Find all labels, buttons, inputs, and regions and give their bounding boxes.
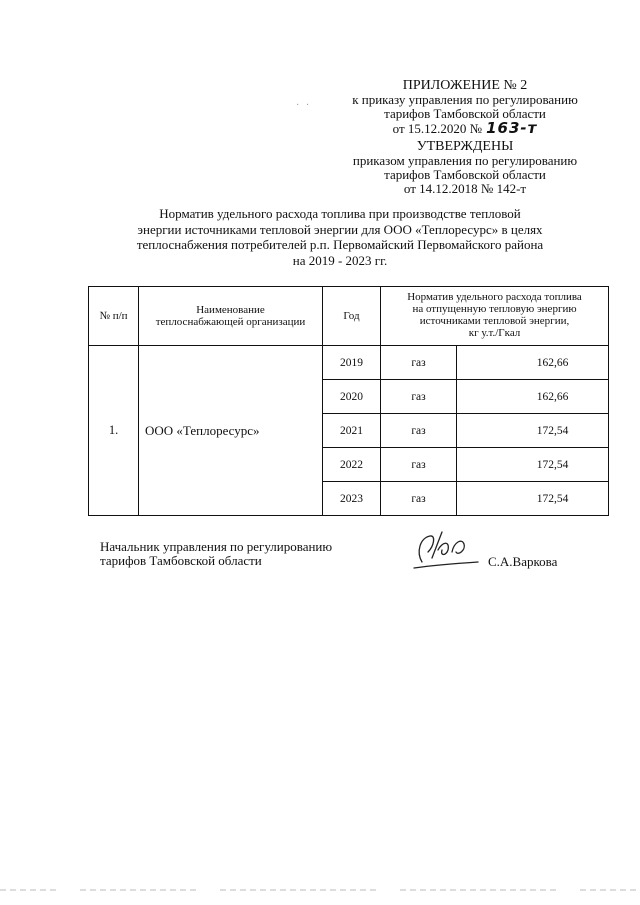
value-cell: 172,54 bbox=[457, 482, 609, 516]
header-organization bbox=[139, 287, 323, 346]
appendix-line-1: к приказу управления по регулированию bbox=[352, 92, 578, 107]
value-cell: 172,54 bbox=[457, 414, 609, 448]
norm-table bbox=[88, 286, 609, 516]
header-norm-line-4: кг у.т./Гкал bbox=[468, 327, 521, 339]
organization-name: ООО «Теплоресурс» bbox=[139, 346, 323, 516]
header-norm bbox=[381, 287, 609, 346]
fuel-cell: газ bbox=[381, 346, 457, 380]
year-cell: 2021 bbox=[323, 414, 381, 448]
fuel-cell: газ bbox=[381, 482, 457, 516]
appendix-block bbox=[330, 78, 600, 136]
scan-edge-artifact bbox=[0, 884, 640, 896]
approved-line-3: от 14.12.2018 № 142-т bbox=[403, 181, 527, 196]
year-cell: 2023 bbox=[323, 482, 381, 516]
fuel-cell: газ bbox=[381, 380, 457, 414]
header-norm-line-3: источниками тепловой энергии, bbox=[419, 315, 570, 327]
signatory-name: С.А.Варкова bbox=[488, 554, 558, 569]
year-cell: 2022 bbox=[323, 448, 381, 482]
header-org-line-2: теплоснабжающей организации bbox=[155, 316, 306, 328]
document-title bbox=[90, 206, 590, 268]
handwritten-order-number: 163-т bbox=[486, 119, 538, 137]
title-line-1: Норматив удельного расхода топлива при производстве тепловой bbox=[159, 206, 521, 221]
approved-heading: УТВЕРЖДЕНЫ bbox=[416, 139, 514, 154]
header-norm-line-2: на отпущенную тепловую энергию bbox=[412, 303, 577, 315]
title-line-2: энергии источниками тепловой энергии для ООО «Теплоресурс» в целях bbox=[137, 221, 543, 237]
appendix-date: от 15.12.2020 № bbox=[392, 121, 483, 136]
approved-line-2: тарифов Тамбовской области bbox=[384, 167, 546, 182]
year-cell: 2019 bbox=[323, 346, 381, 380]
header-org-line-1: Наименование bbox=[196, 304, 265, 316]
position-line-1: Начальник управления по регулированию bbox=[100, 539, 333, 554]
scan-dots: · · bbox=[296, 100, 312, 111]
position-line-2: тарифов Тамбовской области bbox=[100, 553, 262, 568]
value-cell: 162,66 bbox=[457, 380, 609, 414]
table-header-row bbox=[89, 287, 609, 346]
appendix-heading: ПРИЛОЖЕНИЕ № 2 bbox=[402, 78, 528, 93]
row-number: 1. bbox=[89, 346, 139, 516]
handwritten-signature bbox=[408, 522, 484, 572]
title-line-3: теплоснабжения потребителей р.п. Первомайский Первомайского района bbox=[136, 237, 544, 252]
appendix-line-2: тарифов Тамбовской области bbox=[384, 106, 546, 121]
fuel-cell: газ bbox=[381, 414, 457, 448]
appendix-order-line bbox=[393, 121, 538, 136]
header-num: № п/п bbox=[89, 287, 139, 346]
header-norm-line-1: Норматив удельного расхода топлива bbox=[407, 291, 582, 303]
approved-line-1: приказом управления по регулированию bbox=[352, 153, 578, 168]
signatory-position bbox=[100, 540, 332, 568]
header-year: Год bbox=[323, 287, 381, 346]
approved-block bbox=[330, 139, 600, 196]
title-line-4: на 2019 - 2023 гг. bbox=[292, 252, 388, 268]
year-cell: 2020 bbox=[323, 380, 381, 414]
fuel-cell: газ bbox=[381, 448, 457, 482]
table-row bbox=[89, 346, 609, 380]
value-cell: 172,54 bbox=[457, 448, 609, 482]
value-cell: 162,66 bbox=[457, 346, 609, 380]
